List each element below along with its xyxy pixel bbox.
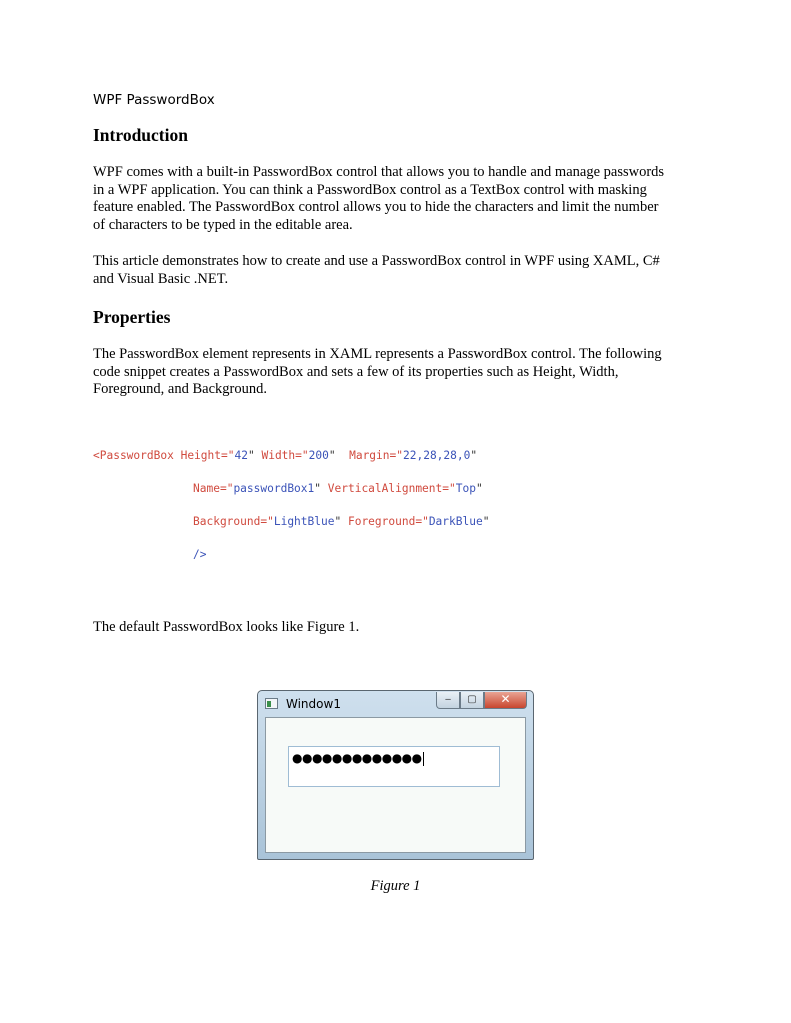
code-attr: VerticalAlignment xyxy=(327,482,443,495)
code-line-4 xyxy=(193,548,206,561)
close-button[interactable]: ✕ xyxy=(484,692,527,709)
window-title: Window1 xyxy=(286,697,341,711)
text-line: code snippet creates a PasswordBox and sets a few of its properties such as Height, Width, xyxy=(93,363,619,380)
text-line: in a WPF application. You can think a PasswordBox control as a TextBox control with masking xyxy=(93,181,647,198)
document-title: WPF PasswordBox xyxy=(93,92,215,108)
code-tag-close: /> xyxy=(193,548,207,561)
code-attr: Width xyxy=(261,449,296,462)
code-attr: Foreground xyxy=(347,515,416,528)
code-attr: Background xyxy=(193,515,261,528)
text-line: The PasswordBox element represents in XAML represents a PasswordBox control. The following xyxy=(93,346,662,362)
minimize-button[interactable]: ‒ xyxy=(436,692,460,709)
figure-caption: Figure 1 xyxy=(370,878,421,894)
code-tag-open: <PasswordBox xyxy=(93,449,174,462)
properties-paragraph xyxy=(93,346,703,399)
code-value: 22,28,28,0 xyxy=(403,449,471,462)
text-line: This article demonstrates how to create and use a PasswordBox control in WPF using XAML, C# xyxy=(93,253,660,269)
text-line: Foreground, and Background. xyxy=(93,381,267,398)
code-line-2: Name="passwordBox1" VerticalAlignment="Top" xyxy=(193,482,483,495)
maximize-button[interactable]: ▢ xyxy=(460,692,484,709)
code-line-3: Background="LightBlue" Foreground="DarkBlue" xyxy=(193,515,490,528)
window-client-area xyxy=(265,717,526,853)
code-line-1: <PasswordBox Height="42" Width="200" Margin="22,28,28,0" xyxy=(93,449,478,462)
password-box[interactable] xyxy=(288,746,500,787)
introduction-paragraph-2 xyxy=(93,253,703,288)
figure-intro-text: The default PasswordBox looks like Figure 1. xyxy=(93,619,360,635)
code-value: 42 xyxy=(234,449,248,462)
password-dots: ●●●●●●●●●●●●● xyxy=(292,751,422,765)
code-value: passwordBox1 xyxy=(233,482,315,495)
window-screenshot xyxy=(257,690,534,860)
code-value: 200 xyxy=(308,449,329,462)
text-line: WPF comes with a built-in PasswordBox control that allows you to handle and manage passwords xyxy=(93,164,665,180)
code-value: DarkBlue xyxy=(428,515,483,528)
code-value: LightBlue xyxy=(273,515,335,528)
properties-heading: Properties xyxy=(93,307,171,327)
code-value: Top xyxy=(455,482,476,495)
text-line: of characters to be typed in the editable area. xyxy=(93,217,353,234)
code-attr: Name xyxy=(193,482,220,495)
window-app-icon xyxy=(265,698,278,709)
window-titlebar[interactable] xyxy=(258,691,533,717)
text-line: feature enabled. The PasswordBox control allows you to hide the characters and limit the number xyxy=(93,199,659,216)
text-caret xyxy=(423,752,424,766)
introduction-heading: Introduction xyxy=(93,125,188,145)
code-attr: Height xyxy=(180,449,221,462)
password-mask xyxy=(292,751,424,766)
introduction-paragraph-1 xyxy=(93,164,703,235)
text-line: and Visual Basic .NET. xyxy=(93,270,229,287)
code-attr: Margin xyxy=(349,449,390,462)
